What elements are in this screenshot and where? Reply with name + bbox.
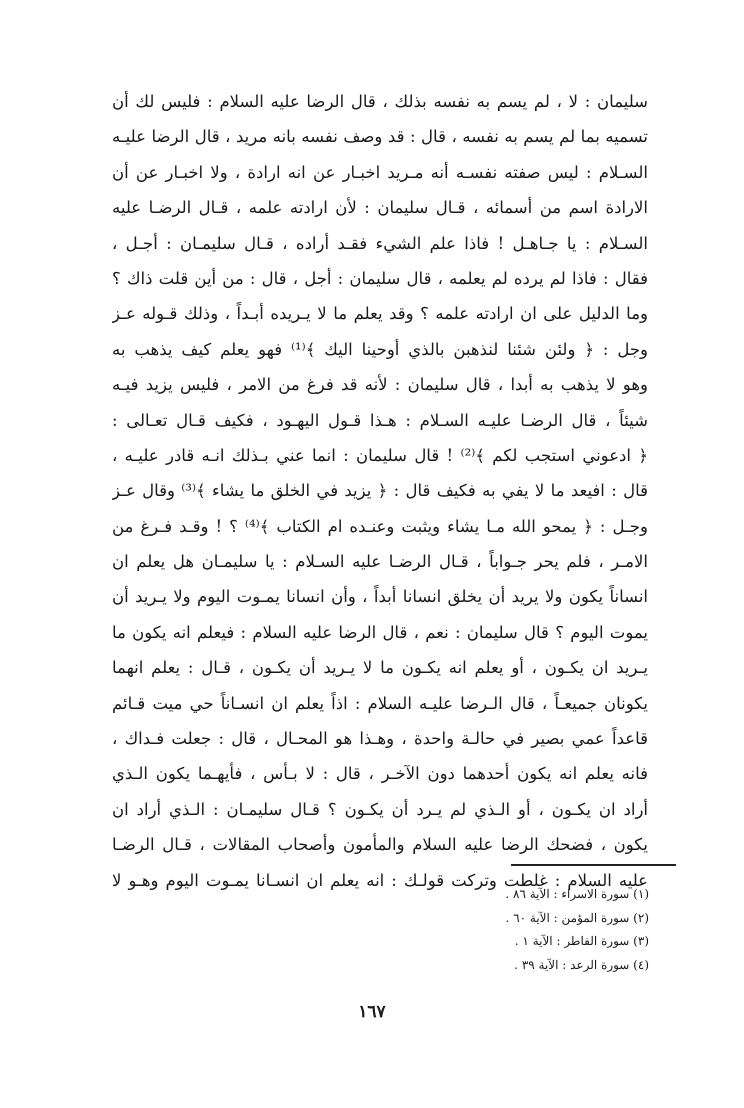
text-line: الارادة اسم من أسمائه ، قـال سليمان : لأن ارادته علمه ، قـال الرضـا عليه bbox=[112, 198, 648, 218]
text-line: يموت اليوم ؟ قال سليمان : نعم ، قال الرضا عليه السلام : فيعلم انه يكون ما bbox=[112, 622, 648, 642]
page-number: ١٦٧ bbox=[358, 1002, 386, 1022]
text-line: يكونان جميعـاً ، قال الـرضا عليـه السلام : اذاً يعلم ان انسـاناً حي ميت قـائم bbox=[112, 693, 648, 713]
text-line: فانه يعلم انه يكون أحدهما دون الآخـر ، قال : لا بـأس ، فأيهـما يكون الـذي bbox=[112, 764, 648, 784]
footnote: (٣) سورة الفاطر : الآية ١ . bbox=[514, 934, 649, 948]
footnote: (٤) سورة الرعد : الآية ٣٩ . bbox=[514, 957, 649, 972]
text-line: السـلام : يا جـاهـل ! فاذا علم الشيء فقـد أراده ، قـال سليمـان : أجـل ، bbox=[112, 233, 648, 253]
text-line: ﴿ ادعوني استجب لكم ﴾⁽²⁾ ! قال سليمان : انما عني بـذلك انـه قادر عليـه ، bbox=[112, 445, 648, 465]
text-line: السـلام : ليس صفته نفسـه أنه مـريد اخبـار عن انه ارادة ، ولا اخبـار عن أن bbox=[112, 162, 648, 182]
text-line: قاعداً عمي بصير في حالـة واحدة ، وهـذا هو المحـال ، قال : جعلت فـداك ، bbox=[112, 729, 648, 749]
footnote: (١) سورة الاسراء : الآية ٨٦ . bbox=[505, 887, 649, 901]
text-line: عليه السلام : غلطت وتركت قولـك : انه يعلم ان انسـانا يمـوت اليوم وهـو لا bbox=[112, 870, 648, 890]
main-text bbox=[112, 84, 648, 898]
text-line: وجـل : ﴿ يمحو الله مـا يشاء ويثبت وعنـده ام الكتاب ﴾⁽⁴⁾ ؟ ! وقـد فـرغ من bbox=[112, 516, 648, 536]
text-line: سليمان : لا ، لم يسم به نفسه بذلك ، قال الرضا عليه السلام : فليس لك أن bbox=[112, 92, 648, 111]
footnote: (٢) سورة المؤمن : الآية ٦٠ . bbox=[505, 910, 649, 925]
text-line: الامـر ، فلم يحر جـواباً ، قـال الرضـا عليه السـلام : يا سليمـان هل يعلم ان bbox=[112, 552, 648, 572]
footnote-divider bbox=[511, 864, 676, 866]
text-line: يكون ، فضحك الرضا عليه السلام والمأمون وأصحاب المقالات ، قـال الرضـا bbox=[112, 835, 648, 855]
text-line: انساناً يكون ولا يريد أن يخلق انسانا أبداً ، وأن انسانا يمـوت اليوم ولا يـريد أن bbox=[112, 587, 648, 607]
text-line: شيئاً ، قال الرضـا عليـه السـلام : هـذا قـول اليهـود ، فكيف قـال تعـالى : bbox=[112, 410, 648, 430]
text-line: وجل : ﴿ ولئن شئنا لنذهبن بالذي أوحينا اليك ﴾⁽¹⁾ فهو يعلم كيف يذهب به bbox=[112, 339, 648, 359]
text-line: فقال : فاذا لم يرده لم يعلمه ، قال سليمان : أجل ، قال : من أين قلت ذاك ؟ bbox=[112, 268, 648, 288]
text-line: وهو لا يذهب به أبدا ، قال سليمان : لأنه قد فرغ من الامر ، فليس يزيد فيـه bbox=[112, 375, 648, 395]
text-line: قال : افيعد ما لا يفي به فكيف قال : ﴿ يزيد في الخلق ما يشاء ﴾⁽³⁾ وقال عـز bbox=[112, 481, 648, 501]
text-line: وما الدليل على ان ارادته علمه ؟ وقد يعلم ما لا يـريده أبـداً ، وذلك قـوله عـز bbox=[112, 304, 648, 324]
footnotes bbox=[389, 883, 649, 977]
text-line: يـريد ان يكـون ، أو يعلم انه يكـون ما لا يـريد أن يكـون ، قـال : يعلم انهما bbox=[112, 658, 648, 678]
text-line: أراد ان يكـون ، أو الـذي لم يـرد أن يكـون ؟ قـال سليمـان : الـذي أراد ان bbox=[112, 799, 648, 819]
text-line: تسميه بما لم يسم به نفسه ، قال : قد وصف نفسه بانه مريد ، قال الرضا عليـه bbox=[112, 127, 648, 147]
